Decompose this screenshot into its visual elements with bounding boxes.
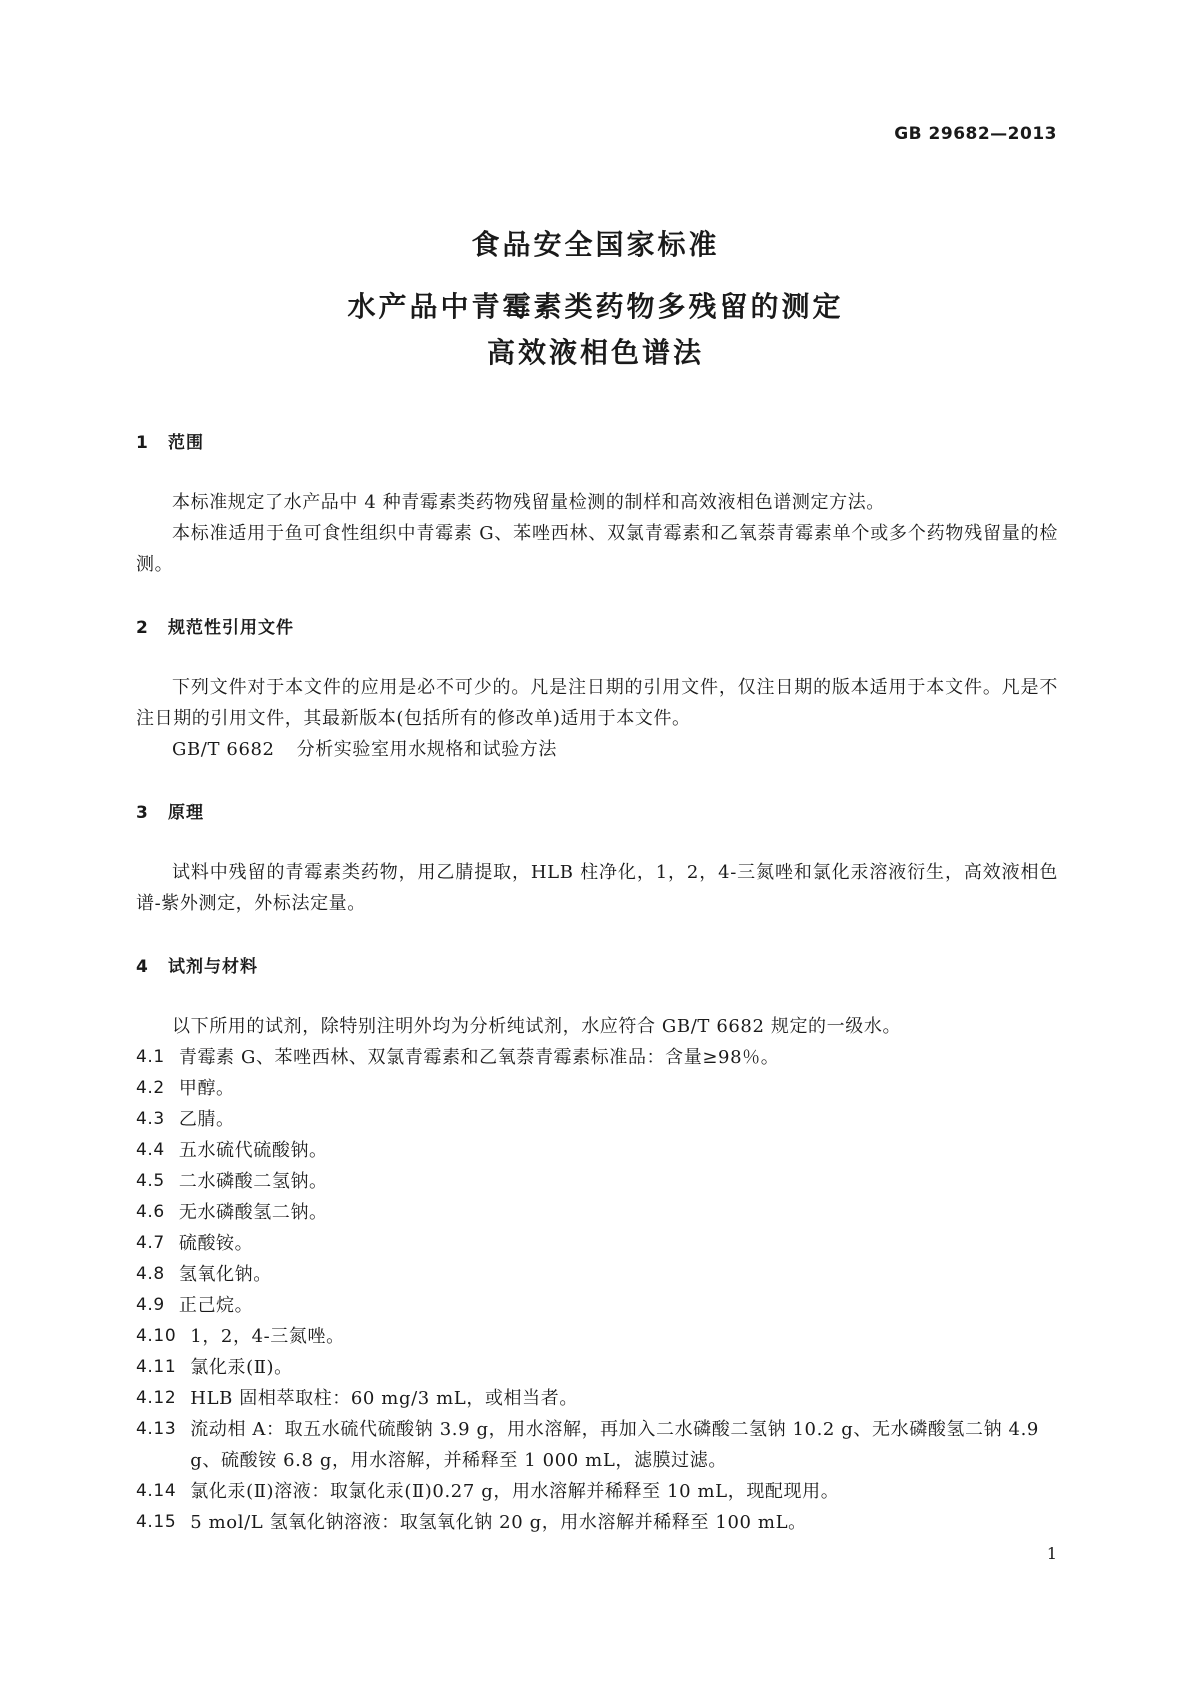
standard-code: GB 29682—2013	[894, 124, 1057, 144]
item-number: 4.3	[136, 1109, 165, 1129]
list-item	[136, 1104, 1058, 1135]
reference-title: 分析实验室用水规格和试验方法	[296, 739, 558, 760]
item-text: 二水磷酸二氢钠。	[178, 1171, 328, 1192]
item-number: 4.8	[136, 1264, 165, 1284]
section-heading-scope	[136, 428, 1058, 459]
list-item	[136, 1042, 1058, 1073]
document-body	[136, 428, 1058, 1538]
section-title: 原理	[168, 803, 204, 823]
item-number: 4.12	[136, 1388, 177, 1408]
item-text: 流动相 A：取五水硫代硫酸钠 3.9 g，用水溶解，再加入二水磷酸二氢钠 10.2 g、无水磷酸氢二钠 4.9 g、硫酸铵 6.8 g，用水溶解，并稀释至 1 000 mL，滤膜过滤。	[190, 1419, 1039, 1471]
item-text: 无水磷酸氢二钠。	[178, 1202, 328, 1223]
item-text: 硫酸铵。	[178, 1233, 254, 1254]
list-item	[136, 1259, 1058, 1290]
paragraph: 下列文件对于本文件的应用是必不可少的。凡是注日期的引用文件，仅注日期的版本适用于本文件。凡是不注日期的引用文件，其最新版本(包括所有的修改单)适用于本文件。	[136, 677, 1058, 729]
item-text: 氯化汞(Ⅱ)。	[190, 1357, 293, 1378]
page-number: 1	[1046, 1544, 1057, 1563]
section-number: 2	[136, 618, 149, 638]
item-number: 4.7	[136, 1233, 165, 1253]
title-block	[0, 228, 1191, 370]
title-category: 食品安全国家标准	[471, 228, 720, 261]
list-item	[136, 1321, 1058, 1352]
title-main: 水产品中青霉素类药物多残留的测定	[347, 290, 844, 323]
item-number: 4.1	[136, 1047, 165, 1067]
paragraph: 以下所用的试剂，除特别注明外均为分析纯试剂，水应符合 GB/T 6682 规定的一级水。	[172, 1016, 902, 1037]
item-number: 4.2	[136, 1078, 165, 1098]
item-number: 4.4	[136, 1140, 165, 1160]
item-number: 4.11	[136, 1357, 177, 1377]
item-number: 4.14	[136, 1481, 177, 1501]
list-item	[136, 1290, 1058, 1321]
item-text: HLB 固相萃取柱：60 mg/3 mL，或相当者。	[190, 1388, 578, 1409]
title-method: 高效液相色谱法	[486, 336, 704, 369]
item-text: 氯化汞(Ⅱ)溶液：取氯化汞(Ⅱ)0.27 g，用水溶解并稀释至 10 mL，现配现用。	[190, 1481, 840, 1502]
list-item	[136, 1197, 1058, 1228]
item-text: 1，2，4-三氮唑。	[190, 1326, 345, 1347]
list-item	[136, 1073, 1058, 1104]
item-number: 4.10	[136, 1326, 177, 1346]
section-number: 1	[136, 433, 149, 453]
item-text: 青霉素 G、苯唑西林、双氯青霉素和乙氧萘青霉素标准品：含量≥98％。	[178, 1047, 780, 1068]
section-heading-reagents	[136, 952, 1058, 983]
list-item	[136, 1476, 1058, 1507]
section-number: 3	[136, 803, 149, 823]
item-text: 乙腈。	[178, 1109, 235, 1130]
list-item	[136, 1166, 1058, 1197]
item-number: 4.15	[136, 1512, 177, 1532]
list-item	[136, 1383, 1058, 1414]
list-item	[136, 1414, 1058, 1476]
item-text: 正己烷。	[178, 1295, 254, 1316]
list-item	[136, 1135, 1058, 1166]
paragraph: 试料中残留的青霉素类药物，用乙腈提取，HLB 柱净化，1，2，4-三氮唑和氯化汞溶液衍生，高效液相色谱-紫外测定，外标法定量。	[136, 862, 1058, 914]
section-number: 4	[136, 957, 149, 977]
list-item	[136, 1507, 1058, 1538]
list-item	[136, 1352, 1058, 1383]
section-heading-principle	[136, 798, 1058, 829]
paragraph: 本标准适用于鱼可食性组织中青霉素 G、苯唑西林、双氯青霉素和乙氧萘青霉素单个或多个药物残留量的检测。	[136, 523, 1058, 575]
item-text: 五水硫代硫酸钠。	[178, 1140, 328, 1161]
item-number: 4.5	[136, 1171, 165, 1191]
paragraph: 本标准规定了水产品中 4 种青霉素类药物残留量检测的制样和高效液相色谱测定方法。	[172, 492, 885, 513]
item-text: 氢氧化钠。	[178, 1264, 272, 1285]
item-text: 5 mol/L 氢氧化钠溶液：取氢氧化钠 20 g，用水溶解并稀释至 100 mL。	[190, 1512, 807, 1533]
section-heading-normative-references	[136, 613, 1058, 644]
item-number: 4.6	[136, 1202, 165, 1222]
item-number: 4.9	[136, 1295, 165, 1315]
list-item	[136, 1228, 1058, 1259]
section-title: 试剂与材料	[168, 957, 258, 977]
section-title: 范围	[168, 433, 204, 453]
reference-code: GB/T 6682	[172, 739, 275, 760]
item-text: 甲醇。	[178, 1078, 235, 1099]
section-title: 规范性引用文件	[168, 618, 294, 638]
reference-entry	[136, 734, 1058, 765]
item-number: 4.13	[136, 1419, 177, 1439]
